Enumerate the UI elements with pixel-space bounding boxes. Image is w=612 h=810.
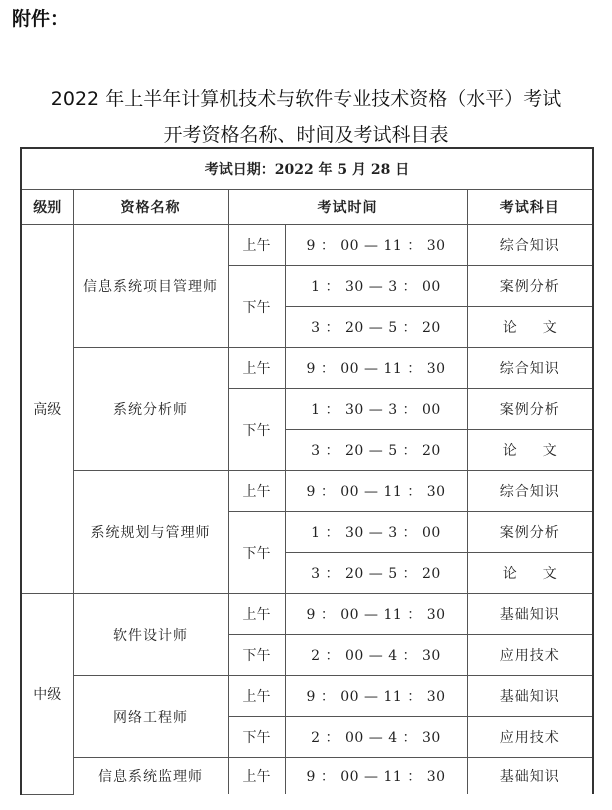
subject-cell: 综合知识 (467, 225, 593, 266)
subject-cell: 应用技术 (467, 635, 593, 676)
subject-cell: 综合知识 (467, 471, 593, 512)
header-level: 级别 (21, 190, 73, 225)
period-cell: 上午 (228, 758, 285, 795)
subject-cell: 案例分析 (467, 389, 593, 430)
table-row (21, 676, 593, 717)
time-cell: 1 ： 30 — 3 ： 00 (285, 389, 467, 430)
attachment-label: 附件： (12, 8, 70, 30)
table-row (21, 758, 593, 795)
subject-cell: 论文 (467, 430, 593, 471)
level-intermediate: 中级 (21, 594, 73, 795)
subject-cell: 基础知识 (467, 594, 593, 635)
time-cell: 2 ： 00 — 4 ： 30 (285, 635, 467, 676)
period-cell: 上午 (228, 471, 285, 512)
time-cell: 9 ： 00 — 11 ： 30 (285, 348, 467, 389)
time-cell: 1 ： 30 — 3 ： 00 (285, 512, 467, 553)
period-cell: 下午 (228, 717, 285, 758)
period-cell: 下午 (228, 635, 285, 676)
document-title: 2022 年上半年计算机技术与软件专业技术资格（水平）考试 (50, 88, 562, 110)
subject-cell: 综合知识 (467, 348, 593, 389)
period-cell: 上午 (228, 594, 285, 635)
exam-date: 考试日期：2022 年 5 月 28 日 (21, 148, 593, 190)
subject-cell: 基础知识 (467, 676, 593, 717)
header-exam-time: 考试时间 (228, 190, 467, 225)
period-cell: 上午 (228, 225, 285, 266)
qualification-cell: 系统分析师 (73, 348, 228, 471)
time-cell: 9 ： 00 — 11 ： 30 (285, 471, 467, 512)
period-cell: 下午 (228, 266, 285, 348)
qualification-cell: 软件设计师 (73, 594, 228, 676)
qualification-cell: 信息系统项目管理师 (73, 225, 228, 348)
time-cell: 3 ： 20 — 5 ： 20 (285, 307, 467, 348)
header-qualification: 资格名称 (73, 190, 228, 225)
qualification-cell: 网络工程师 (73, 676, 228, 758)
table-row (21, 471, 593, 512)
table-row (21, 225, 593, 266)
header-row (21, 190, 593, 225)
level-senior: 高级 (21, 225, 73, 594)
period-cell: 上午 (228, 348, 285, 389)
time-cell: 9 ： 00 — 11 ： 30 (285, 676, 467, 717)
period-cell: 下午 (228, 389, 285, 471)
time-cell: 3 ： 20 — 5 ： 20 (285, 430, 467, 471)
qualification-cell: 信息系统监理师 (73, 758, 228, 795)
time-cell: 9 ： 00 — 11 ： 30 (285, 758, 467, 795)
subject-cell: 案例分析 (467, 266, 593, 307)
period-cell: 下午 (228, 512, 285, 594)
subject-cell: 应用技术 (467, 717, 593, 758)
subject-cell: 案例分析 (467, 512, 593, 553)
date-row (21, 148, 593, 190)
exam-schedule-table (20, 147, 594, 795)
qualification-cell: 系统规划与管理师 (73, 471, 228, 594)
document-subtitle: 开考资格名称、时间及考试科目表 (163, 124, 449, 146)
subject-cell: 基础知识 (467, 758, 593, 795)
time-cell: 9 ： 00 — 11 ： 30 (285, 225, 467, 266)
period-cell: 上午 (228, 676, 285, 717)
subject-cell: 论文 (467, 307, 593, 348)
time-cell: 3 ： 20 — 5 ： 20 (285, 553, 467, 594)
time-cell: 1 ： 30 — 3 ： 00 (285, 266, 467, 307)
time-cell: 2 ： 00 — 4 ： 30 (285, 717, 467, 758)
table-row (21, 348, 593, 389)
time-cell: 9 ： 00 — 11 ： 30 (285, 594, 467, 635)
table-row (21, 594, 593, 635)
header-subject: 考试科目 (467, 190, 593, 225)
subject-cell: 论文 (467, 553, 593, 594)
